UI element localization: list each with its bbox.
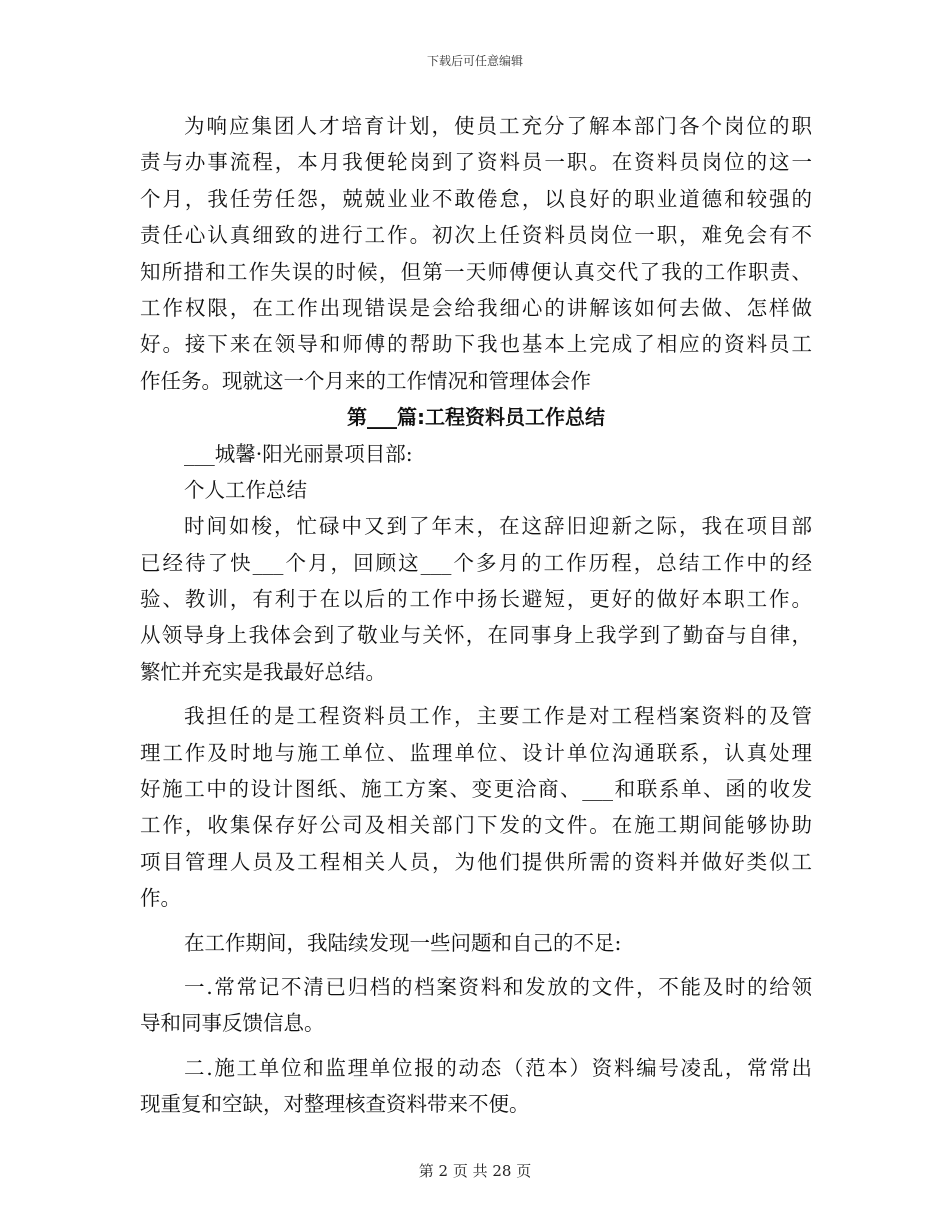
page-number: 第 2 页 共 28 页 [418,1162,532,1180]
text-line: 为响应集团人才培育计划，使员工充分了解本部门各个岗位的职 [184,114,812,138]
text-line: 二.施工单位和监理单位报的动态（范本）资料编号凌乱，常常出 [184,1055,812,1080]
text-line: 作任务。现就这一个月来的工作情况和管理体会作 [140,368,591,393]
text-line: 工作权限，在工作出现错误是会给我细心的讲解该如何去做、怎样做 [140,295,812,320]
problem-item-1 [140,969,812,1042]
text-line: 现重复和空缺，对整理核查资料带来不便。 [140,1092,530,1117]
text-line: 导和同事反馈信息。 [140,1011,325,1036]
section-title: 第___篇:工程资料员工作总结 [347,405,605,430]
text-line: 责与办事流程，本月我便轮岗到了资料员一职。在资料员岗位的这一 [140,150,812,175]
text-line: 项目管理人员及工程相关人员，为他们提供所需的资料并做好类似工 [140,849,812,874]
text-line: 一.常常记不清已归档的档案资料和发放的文件，不能及时的给领 [184,974,812,999]
text-line: 好。接下来在领导和师傅的帮助下我也基本上完成了相应的资料员工 [140,332,812,357]
text-line: 我担任的是工程资料员工作，主要工作是对工程档案资料的及管 [184,704,812,729]
text-line: 繁忙并充实是我最好总结。 [140,659,386,684]
document-body [140,108,812,1123]
text-line: 验、教训，有利于在以后的工作中扬长避短，更好的做好本职工作。 [140,587,812,612]
problem-item-2 [140,1050,812,1123]
text-line: 工作，收集保存好公司及相关部门下发的文件。在施工期间能够协助 [140,813,812,838]
paragraph-intro [140,108,812,399]
text-line: 已经待了快___个月，回顾这___个多月的工作历程，总结工作中的经 [140,550,812,575]
text-line: 时间如梭，忙碌中又到了年末，在这辞旧迎新之际，我在项目部 [184,514,812,539]
text-line: 知所措和工作失误的时候，但第一天师傅便认真交代了我的工作职责、 [140,259,812,284]
text-line: 理工作及时地与施工单位、监理单位、设计单位沟通联系，认真处理 [140,740,812,765]
text-line: 作。 [140,886,181,911]
paragraph-duties [140,698,812,916]
text-line: 责任心认真细致的进行工作。初次上任资料员岗位一职，难免会有不 [140,223,812,248]
text-line: 从领导身上我体会到了敬业与关怀，在同事身上我学到了勤奋与自律， [140,623,812,648]
problems-intro: 在工作期间，我陆续发现一些问题和自己的不足: [184,930,622,955]
salutation: ___城馨·阳光丽景项目部: [184,441,413,466]
subtitle: 个人工作总结 [184,477,307,502]
text-line: 个月，我任劳任怨，兢兢业业不敢倦怠，以良好的职业道德和较强的 [140,186,812,211]
text-line: 好施工中的设计图纸、施工方案、变更洽商、___和联系单、函的收发 [140,777,812,802]
page-header: 下载后可任意编辑 [426,54,523,68]
paragraph-review [140,508,812,690]
